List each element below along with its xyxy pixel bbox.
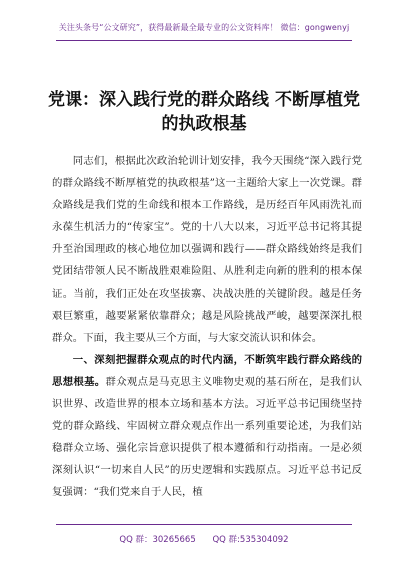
section-text: 群众观点是马克思主义唯物史观的基石所在，是我们认识世界、改造世界的根本立场和基本方法。习近平总书记围绕坚持党的群众路线、牢固树立群众观点作出一系列重要论述，为我们站稳群众立场、强化宗旨意识提供了根本遵循和行动指南。一是必须深刻认识“一切来自人民”的历史逻辑和实践原点。习近平总书记反复强调：“我们党来自于人民，植 bbox=[52, 375, 363, 499]
header-divider bbox=[56, 40, 352, 41]
footer-note bbox=[0, 533, 408, 545]
header-note: 关注头条号“公文研究”，获得最新最全最专业的公文资料库！ 微信：gongwenyj bbox=[58, 23, 350, 32]
footer-qq-group-2: QQ 群:535304092 bbox=[212, 535, 289, 545]
section-heading: 一、深刻把握群众观点的时代内涵，不断筑牢践行群众路线的思想根基。 bbox=[52, 353, 362, 388]
document-title: 党课：深入践行党的群众路线 不断厚植党的执政根基 bbox=[48, 90, 360, 134]
footer-qq-group-1: QQ 群：30265665 bbox=[119, 535, 196, 545]
paragraph-intro: 同志们，根据此次政治轮训计划安排，我今天围绕“深入践行党的群众路线不断厚植党的执政根基”这一主题给大家上一次党课。群众路线是我们党的生命线和根本工作路线，是历经百年风雨洗礼而永葆生机活力的“传家宝”。党的十八大以来，习近平总书记将其提升至治国理政的核心地位加以强调和践行——群众路线始终是我们党团结带领人民不断战胜艰难险阻、从胜利走向新的胜利的根本保证。当前，我们正处在攻坚拔寨、决战决胜的关键阶段。越是任务艰巨繁重，越要紧紧依靠群众；越是风险挑战严峻，越要深深扎根群众。下面，我主要从三个方面，与大家交流认识和体会。 bbox=[52, 155, 362, 344]
document-body bbox=[52, 150, 362, 504]
paragraph-section-1 bbox=[52, 349, 362, 504]
footer-divider bbox=[56, 524, 352, 525]
